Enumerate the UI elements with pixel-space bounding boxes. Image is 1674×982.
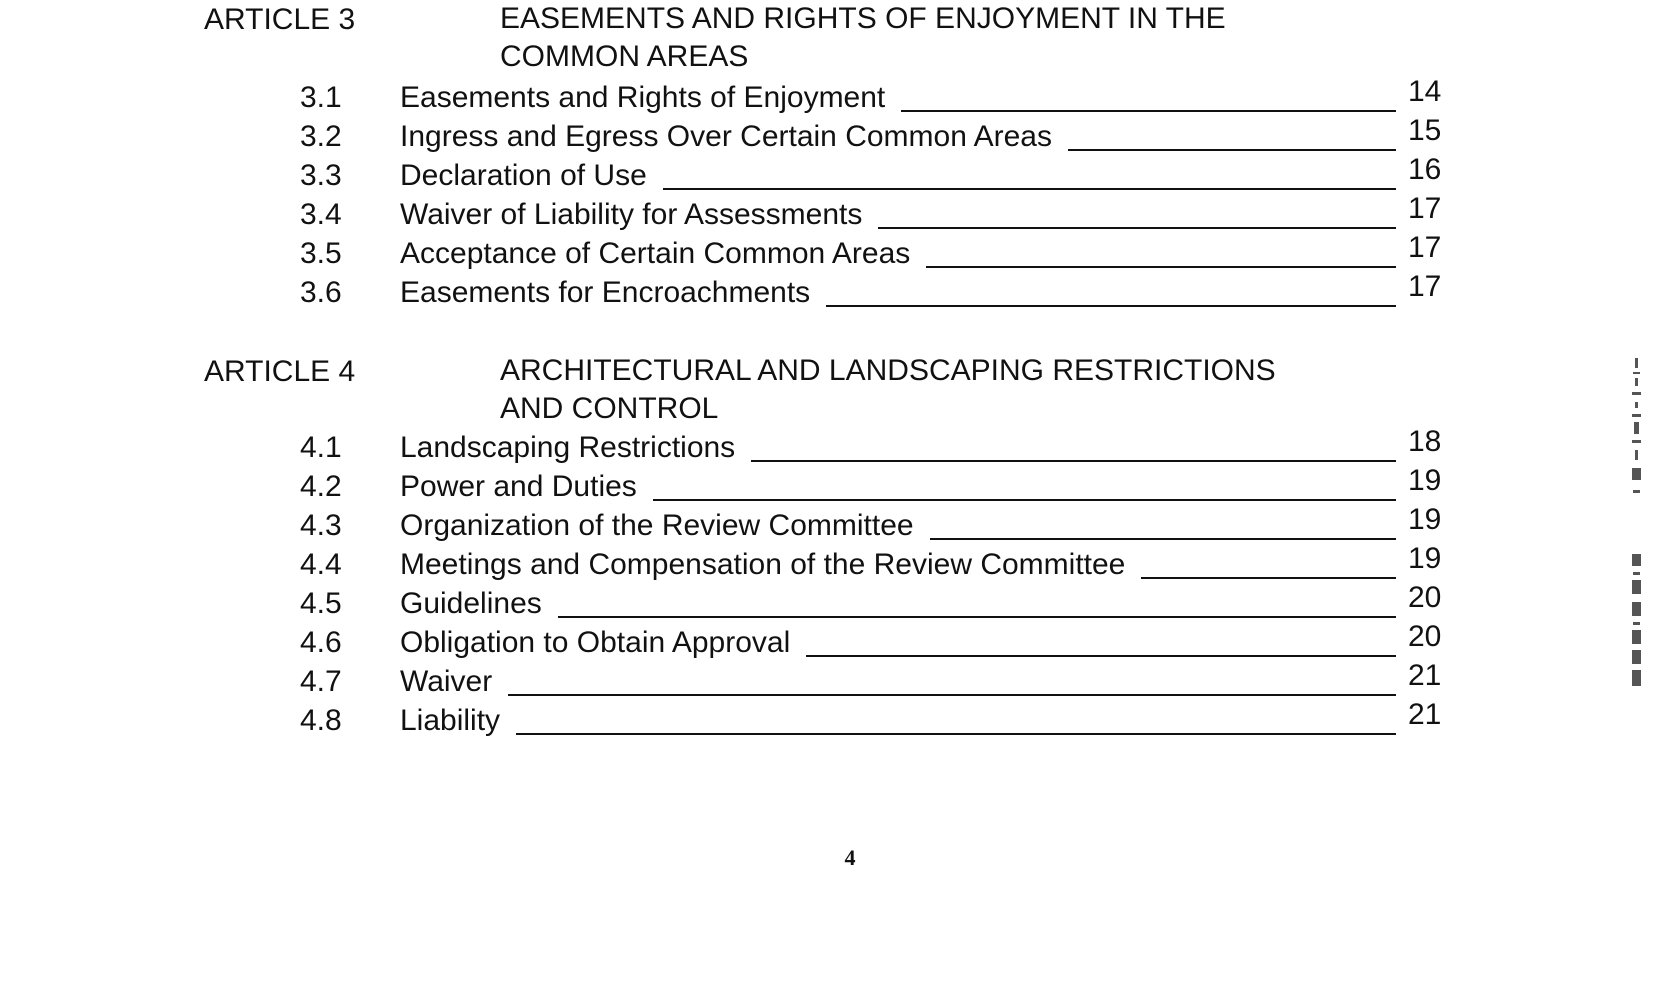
entry-number: 4.5 — [300, 587, 342, 620]
entry-number: 3.3 — [300, 159, 342, 192]
entry-title: Guidelines — [400, 584, 558, 623]
entry-number: 3.5 — [300, 237, 342, 270]
entry-title: Waiver of Liability for Assessments — [400, 195, 878, 234]
page-number: 4 — [844, 845, 856, 870]
entry-title: Ingress and Egress Over Certain Common Areas — [400, 117, 1068, 156]
toc-entry[interactable] — [0, 698, 1674, 740]
entry-page-number: 19 — [1408, 503, 1442, 536]
entry-number: 3.4 — [300, 198, 342, 231]
article-title-line: ARCHITECTURAL AND LANDSCAPING RESTRICTIONS — [500, 354, 1276, 387]
entry-number: 4.7 — [300, 665, 342, 698]
entry-title: Waiver — [400, 662, 508, 701]
entry-number: 4.6 — [300, 626, 342, 659]
entry-page-number: 17 — [1408, 192, 1442, 225]
entry-title: Declaration of Use — [400, 156, 663, 195]
entry-number: 4.3 — [300, 509, 342, 542]
entry-title: Easements and Rights of Enjoyment — [400, 78, 901, 117]
entry-title: Easements for Encroachments — [400, 273, 826, 312]
article-title-line: COMMON AREAS — [500, 40, 749, 73]
entry-title: Acceptance of Certain Common Areas — [400, 234, 926, 273]
entry-page-number: 18 — [1408, 425, 1442, 458]
entry-page-number: 14 — [1408, 75, 1442, 108]
entry-title: Liability — [400, 701, 516, 740]
entry-title: Organization of the Review Committee — [400, 506, 930, 545]
entry-number: 4.1 — [300, 431, 342, 464]
entry-page-number: 16 — [1408, 153, 1442, 186]
article-title — [500, 0, 1400, 76]
entry-number: 3.2 — [300, 120, 342, 153]
entry-page-number: 17 — [1408, 231, 1442, 264]
article-label: ARTICLE 3 — [204, 3, 356, 36]
entry-title: Meetings and Compensation of the Review Committee — [400, 545, 1141, 584]
scan-stamp-mark — [1622, 358, 1652, 698]
entry-page-number: 17 — [1408, 270, 1442, 303]
article-label: ARTICLE 4 — [204, 355, 356, 388]
entry-number: 3.1 — [300, 81, 342, 114]
entry-page-number: 19 — [1408, 542, 1442, 575]
dotted-leader — [400, 733, 1396, 735]
entry-title: Obligation to Obtain Approval — [400, 623, 806, 662]
entry-title: Landscaping Restrictions — [400, 428, 751, 467]
entry-number: 4.2 — [300, 470, 342, 503]
entry-number: 3.6 — [300, 276, 342, 309]
entry-page-number: 20 — [1408, 581, 1442, 614]
entry-number: 4.8 — [300, 704, 342, 737]
article-title-line: EASEMENTS AND RIGHTS OF ENJOYMENT IN THE — [500, 2, 1226, 35]
entry-page-number: 21 — [1408, 698, 1442, 731]
toc-entry[interactable] — [0, 270, 1674, 312]
entry-number: 4.4 — [300, 548, 342, 581]
entry-title: Power and Duties — [400, 467, 653, 506]
article-title-line: AND CONTROL — [500, 392, 719, 425]
entry-page-number: 19 — [1408, 464, 1442, 497]
entry-page-number: 21 — [1408, 659, 1442, 692]
entry-page-number: 15 — [1408, 114, 1442, 147]
entry-page-number: 20 — [1408, 620, 1442, 653]
dotted-leader — [400, 694, 1396, 696]
article-title — [500, 352, 1400, 428]
